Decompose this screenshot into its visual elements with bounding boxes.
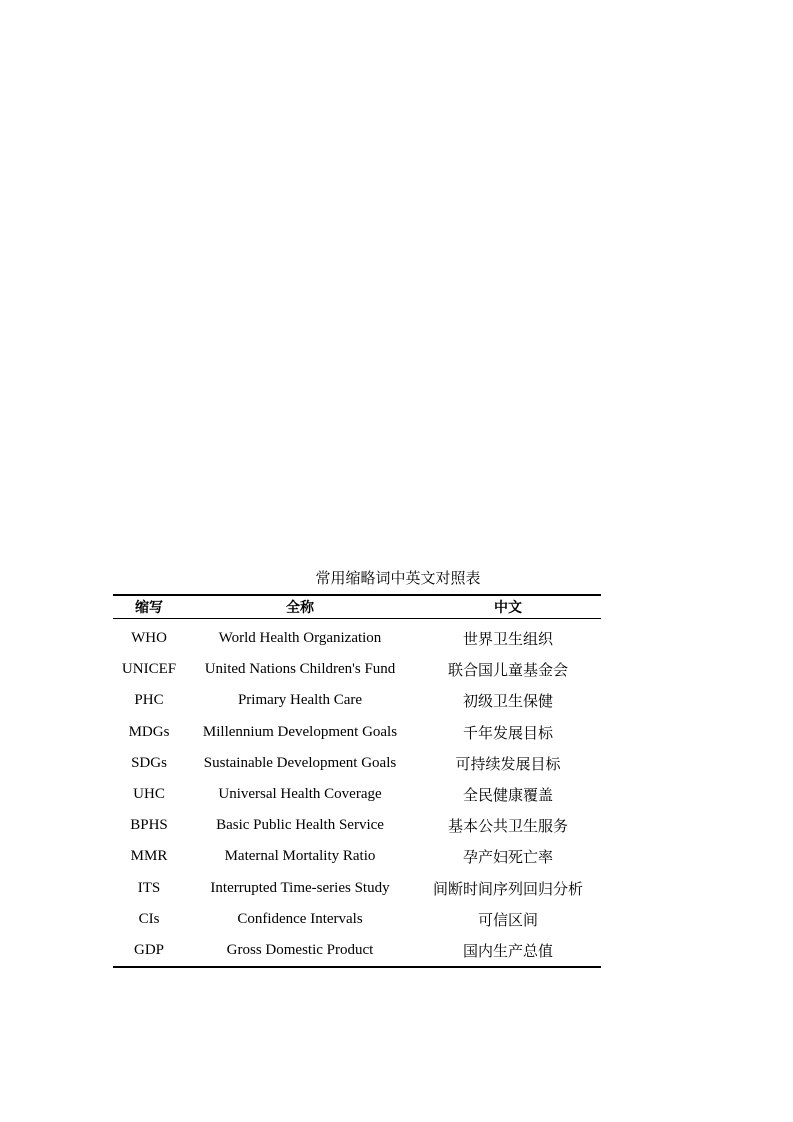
cell-chinese: 可持续发展目标 xyxy=(455,756,561,773)
cell-abbreviation: MMR xyxy=(130,848,168,865)
cell-full-name: World Health Organization xyxy=(218,630,382,647)
cell-abbreviation: GDP xyxy=(133,941,164,958)
cell-chinese: 世界卫生组织 xyxy=(462,632,553,649)
cell-abbreviation: ITS xyxy=(137,879,161,896)
table-row xyxy=(113,779,601,810)
cell-chinese: 可信区间 xyxy=(477,912,538,929)
table-row xyxy=(113,904,601,935)
cell-full-name: Basic Public Health Service xyxy=(216,817,384,834)
table-row xyxy=(113,841,601,872)
cell-full-name: Maternal Mortality Ratio xyxy=(224,848,376,865)
table-row xyxy=(113,873,601,904)
header-chinese: 中文 xyxy=(494,600,522,616)
cell-full-name: Confidence Intervals xyxy=(237,910,363,927)
cell-chinese: 间断时间序列回归分析 xyxy=(432,881,583,898)
header-abbreviation: 缩写 xyxy=(135,600,163,616)
cell-chinese: 全民健康覆盖 xyxy=(462,788,553,805)
abbreviation-table-block xyxy=(113,568,601,968)
cell-full-name: Primary Health Care xyxy=(237,692,363,709)
cell-full-name: Sustainable Development Goals xyxy=(203,754,397,771)
cell-full-name: Gross Domestic Product xyxy=(226,941,374,958)
cell-full-name: Universal Health Coverage xyxy=(218,786,382,803)
cell-abbreviation: CIs xyxy=(138,910,160,927)
table-row xyxy=(113,810,601,841)
cell-chinese: 孕产妇死亡率 xyxy=(462,850,553,867)
table-row xyxy=(113,748,601,779)
table-row xyxy=(113,717,601,748)
cell-abbreviation: SDGs xyxy=(131,754,167,771)
cell-full-name: Interrupted Time-series Study xyxy=(210,879,390,896)
cell-chinese: 联合国儿童基金会 xyxy=(447,663,568,680)
table-caption: 常用缩略词中英文对照表 xyxy=(315,571,481,587)
cell-chinese: 基本公共卫生服务 xyxy=(447,819,568,836)
table-header-row xyxy=(113,595,601,619)
cell-chinese: 初级卫生保健 xyxy=(462,694,553,711)
cell-chinese: 国内生产总值 xyxy=(462,943,553,960)
cell-full-name: United Nations Children's Fund xyxy=(204,661,396,678)
cell-abbreviation: MDGs xyxy=(128,723,170,740)
cell-abbreviation: UNICEF xyxy=(121,661,177,678)
header-full-name: 全称 xyxy=(286,600,314,616)
abbreviation-table xyxy=(113,594,601,968)
cell-abbreviation: PHC xyxy=(134,692,164,709)
cell-abbreviation: UHC xyxy=(133,786,165,803)
cell-abbreviation: WHO xyxy=(131,630,167,647)
table-row xyxy=(113,619,601,655)
table-row xyxy=(113,685,601,716)
cell-abbreviation: BPHS xyxy=(130,817,168,834)
table-row xyxy=(113,654,601,685)
table-row xyxy=(113,935,601,967)
cell-chinese: 千年发展目标 xyxy=(462,725,553,742)
cell-full-name: Millennium Development Goals xyxy=(202,723,398,740)
